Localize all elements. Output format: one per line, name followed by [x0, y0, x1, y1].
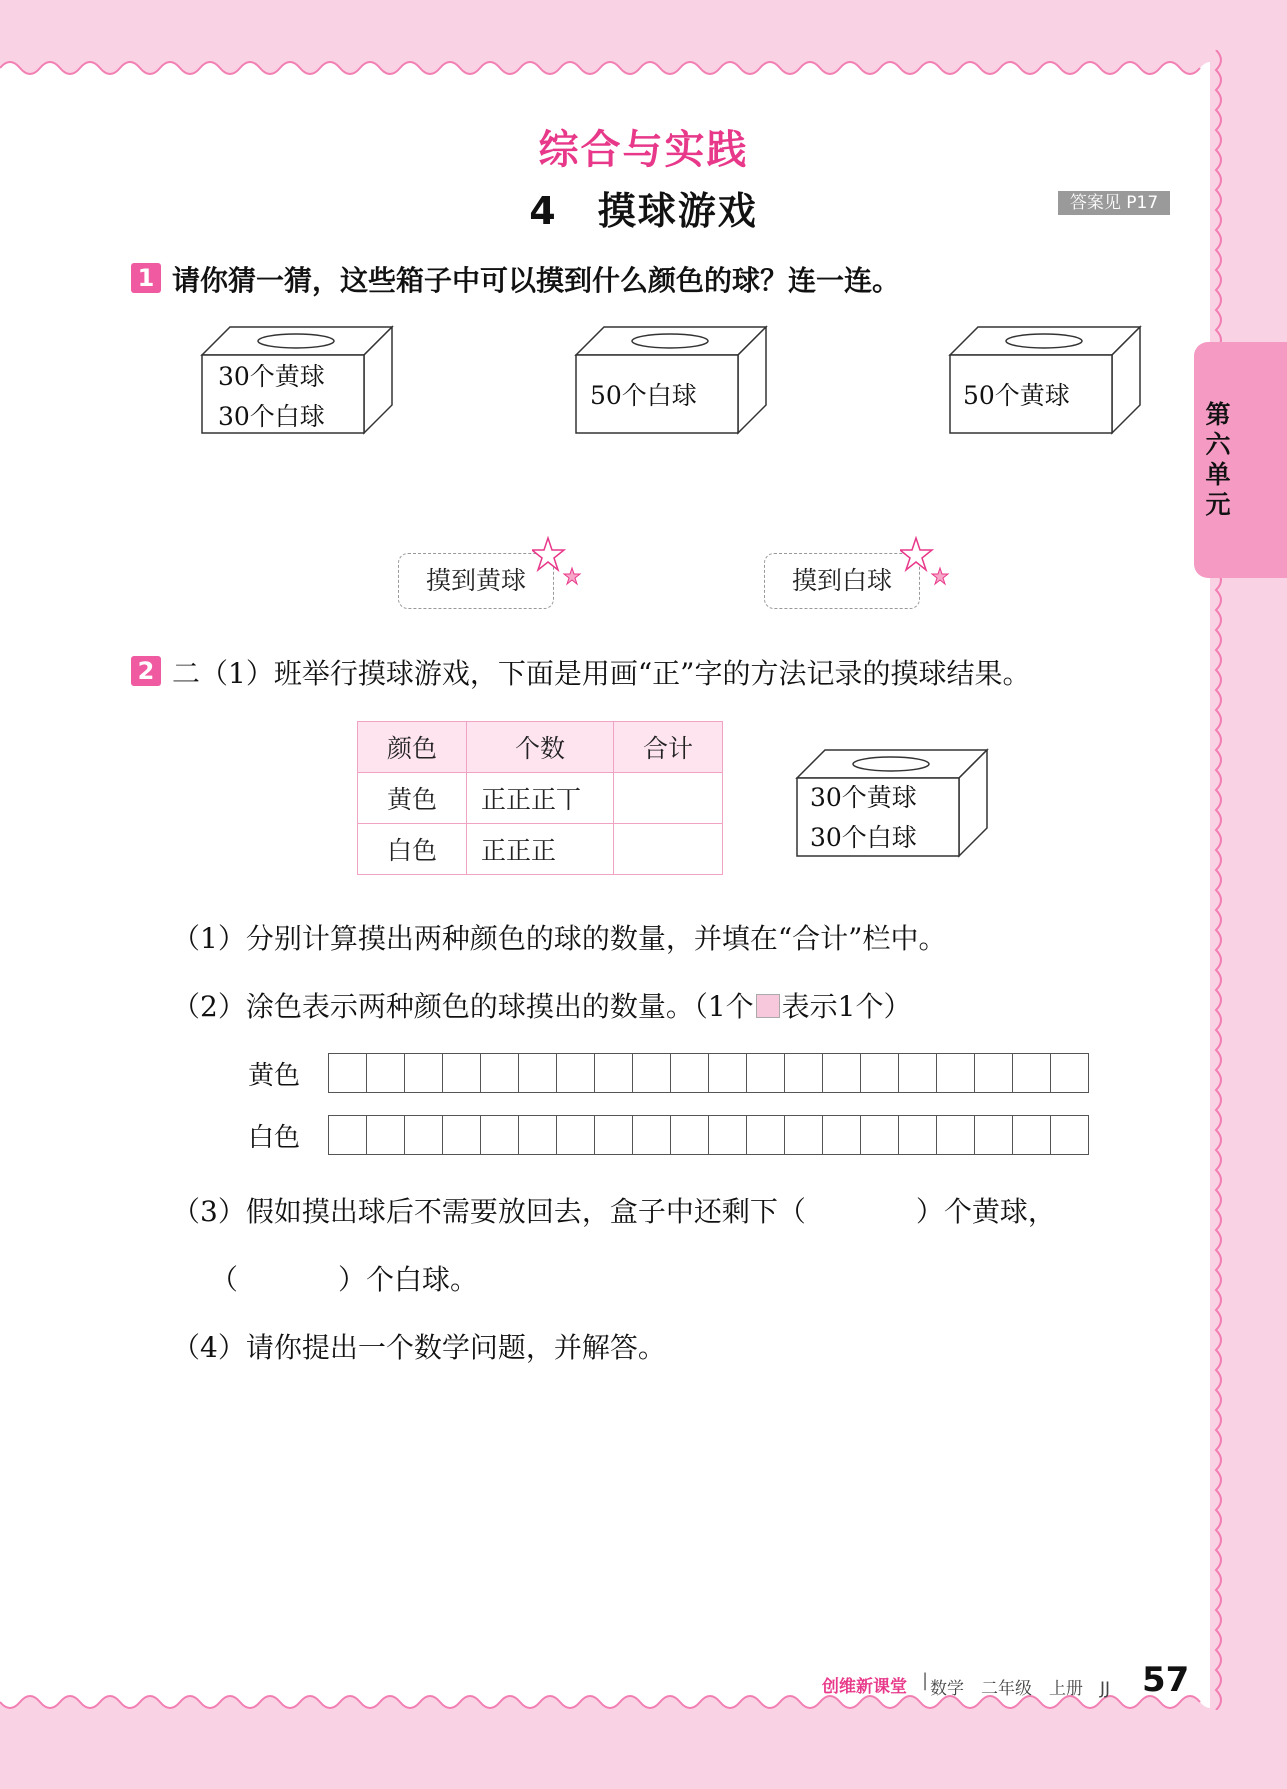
grid-cell[interactable] — [785, 1115, 823, 1155]
table-row-yellow-tally: 正正正丅 — [467, 773, 614, 824]
grid-cell[interactable] — [557, 1053, 595, 1093]
box-2-line-1: 50个白球 — [590, 381, 697, 410]
grid-cell[interactable] — [329, 1115, 367, 1155]
grid-cell[interactable] — [481, 1115, 519, 1155]
grid-cell[interactable] — [1013, 1053, 1051, 1093]
grid-cell[interactable] — [747, 1115, 785, 1155]
grid-cell[interactable] — [633, 1115, 671, 1155]
section-title: 综合与实践 — [538, 127, 749, 173]
table-row-white-color: 白色 — [358, 824, 467, 875]
grid-cell[interactable] — [709, 1115, 747, 1155]
grid-cell[interactable] — [481, 1053, 519, 1093]
pink-square-icon — [756, 994, 780, 1018]
grid-cell[interactable] — [633, 1053, 671, 1093]
sub-question-3-c: （ — [210, 1263, 239, 1296]
grid-cell[interactable] — [785, 1053, 823, 1093]
star-icon — [532, 536, 582, 586]
table-header-count: 个数 — [467, 722, 614, 773]
top-wave-border — [0, 38, 1210, 78]
grid-cell[interactable] — [975, 1115, 1013, 1155]
grid-cell[interactable] — [405, 1053, 443, 1093]
grid-cell[interactable] — [1013, 1115, 1051, 1155]
footer-subtitle: 数学 二年级 上册 JJ — [930, 1679, 1111, 1699]
table-header-total: 合计 — [614, 722, 723, 773]
footer-brand: 创维新课堂 — [822, 1677, 907, 1697]
grid-cell[interactable] — [519, 1053, 557, 1093]
page-paper — [0, 58, 1210, 1708]
grid-cell[interactable] — [937, 1115, 975, 1155]
question-2-text: 二（1）班举行摸球游戏，下面是用画“正”字的方法记录的摸球结果。 — [172, 657, 1031, 690]
sub-question-2 — [172, 985, 911, 1025]
box-1-line-1: 30个黄球 — [218, 362, 325, 391]
grid-cell[interactable] — [1051, 1053, 1089, 1093]
box-1-line-2: 30个白球 — [218, 402, 325, 431]
right-wave-border — [1196, 50, 1236, 1710]
question-1-number: 1 — [131, 263, 161, 293]
sub-question-3-d: ）个白球。 — [338, 1263, 479, 1296]
grid-label-white: 白色 — [248, 1123, 301, 1153]
grid-cell[interactable] — [595, 1115, 633, 1155]
grid-cell[interactable] — [899, 1053, 937, 1093]
coloring-grid-yellow[interactable] — [328, 1053, 1089, 1093]
table-row-white-total[interactable] — [614, 824, 723, 875]
grid-cell[interactable] — [595, 1053, 633, 1093]
sub-question-4: （4）请你提出一个数学问题，并解答。 — [172, 1331, 666, 1364]
answer-reference-badge: 答案见 P17 — [1058, 191, 1170, 215]
card-white-ball[interactable]: 摸到白球 — [764, 553, 920, 609]
card-yellow-ball[interactable]: 摸到黄球 — [398, 553, 554, 609]
box-3-line-1: 50个黄球 — [963, 381, 1070, 410]
sub-question-3-line-2 — [210, 1258, 478, 1298]
star-icon — [900, 536, 950, 586]
lesson-title: 4 摸球游戏 — [529, 189, 758, 233]
grid-cell[interactable] — [861, 1115, 899, 1155]
sub-question-3-b: ）个黄球， — [915, 1195, 1056, 1228]
grid-cell[interactable] — [747, 1053, 785, 1093]
table-header-color: 颜色 — [358, 722, 467, 773]
table-row-yellow-color: 黄色 — [358, 773, 467, 824]
grid-cell[interactable] — [405, 1115, 443, 1155]
sub-question-2-before: （2）涂色表示两种颜色的球摸出的数量。（1个 — [172, 990, 754, 1023]
unit-side-tab-label: 第六单元 — [1205, 400, 1231, 519]
tally-table — [357, 721, 723, 875]
grid-cell[interactable] — [823, 1115, 861, 1155]
grid-cell[interactable] — [671, 1115, 709, 1155]
question-2-number: 2 — [131, 656, 161, 686]
grid-cell[interactable] — [443, 1053, 481, 1093]
grid-cell[interactable] — [329, 1053, 367, 1093]
coloring-grid-white[interactable] — [328, 1115, 1089, 1155]
grid-cell[interactable] — [557, 1115, 595, 1155]
grid-cell[interactable] — [899, 1115, 937, 1155]
table-row-yellow-total[interactable] — [614, 773, 723, 824]
grid-cell[interactable] — [937, 1053, 975, 1093]
sub-question-1: （1）分别计算摸出两种颜色的球的数量，并填在“合计”栏中。 — [172, 922, 947, 955]
grid-cell[interactable] — [861, 1053, 899, 1093]
grid-cell[interactable] — [671, 1053, 709, 1093]
grid-cell[interactable] — [975, 1053, 1013, 1093]
sub-question-3-a: （3）假如摸出球后不需要放回去，盒子中还剩下（ — [172, 1195, 806, 1228]
grid-cell[interactable] — [1051, 1115, 1089, 1155]
sub-question-3-line-1 — [172, 1190, 1056, 1230]
grid-cell[interactable] — [709, 1053, 747, 1093]
grid-cell[interactable] — [367, 1053, 405, 1093]
page-number: 57 — [1142, 1660, 1190, 1700]
grid-cell[interactable] — [519, 1115, 557, 1155]
box-4-line-2: 30个白球 — [810, 823, 917, 852]
question-1-text: 请你猜一猜，这些箱子中可以摸到什么颜色的球？连一连。 — [172, 264, 901, 297]
sub-question-2-after: 表示1个） — [781, 990, 912, 1023]
footer-separator: | — [922, 1670, 929, 1691]
grid-cell[interactable] — [443, 1115, 481, 1155]
grid-label-yellow: 黄色 — [248, 1061, 301, 1091]
table-row-white-tally: 正正正 — [467, 824, 614, 875]
box-4-line-1: 30个黄球 — [810, 783, 917, 812]
grid-cell[interactable] — [823, 1053, 861, 1093]
grid-cell[interactable] — [367, 1115, 405, 1155]
